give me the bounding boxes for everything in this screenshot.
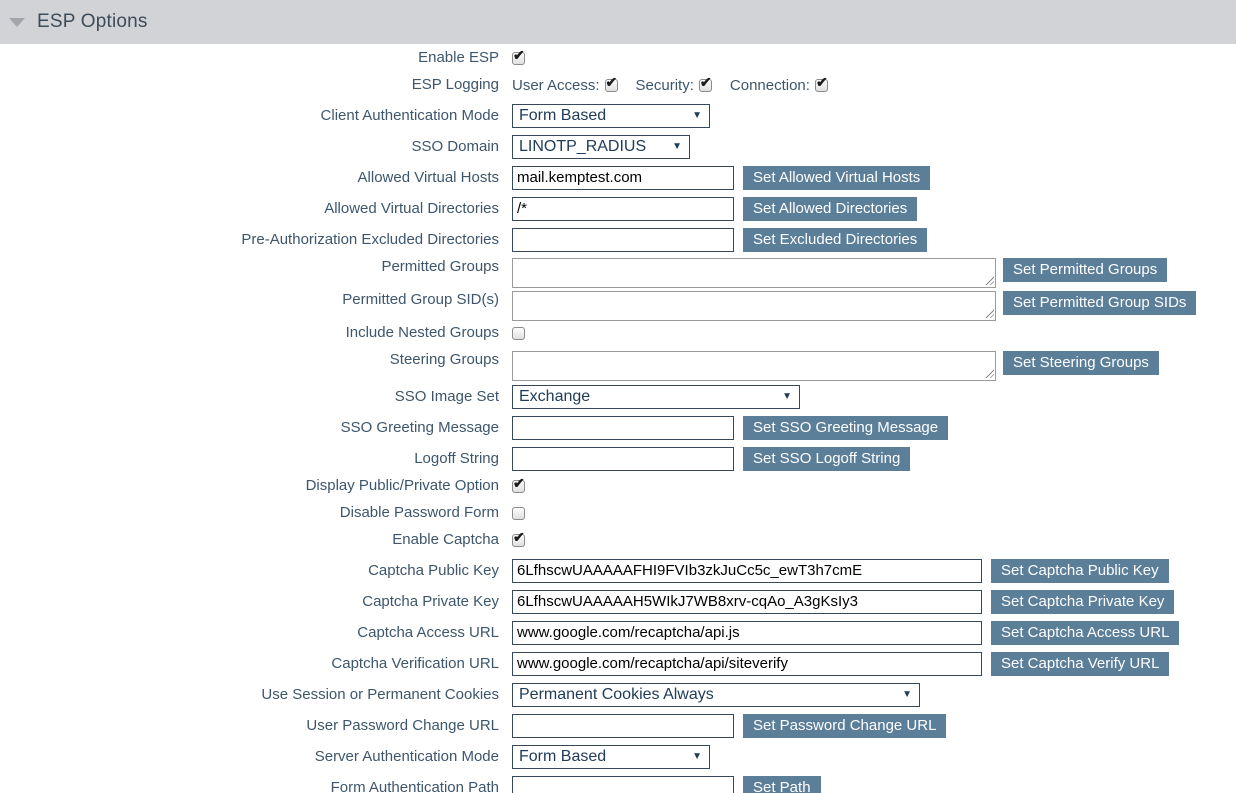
cookies-mode-select[interactable] (512, 683, 920, 707)
row-permitted-group-sids (0, 291, 1236, 321)
field-label: Include Nested Groups (345, 324, 499, 341)
field-label: Client Authentication Mode (320, 106, 499, 124)
field-label: Allowed Virtual Directories (324, 199, 499, 217)
row-esp-logging (0, 76, 1236, 94)
security-label: Security: (635, 76, 694, 94)
select-value: LINOTP_RADIUS (519, 137, 647, 155)
row-allowed-virtual-directories (0, 196, 1236, 221)
field-label: Captcha Private Key (362, 592, 499, 610)
enable-esp-checkbox[interactable] (512, 52, 525, 65)
field-label: Steering Groups (389, 351, 499, 368)
set-allowed-directories-button[interactable]: Set Allowed Directories (743, 197, 917, 221)
captcha-verification-url-input[interactable] (512, 652, 982, 676)
field-label: Captcha Public Key (368, 561, 499, 579)
set-permitted-group-sids-button[interactable]: Set Permitted Group SIDs (1003, 291, 1196, 315)
captcha-private-key-input[interactable] (512, 590, 982, 614)
select-value: Permanent Cookies Always (519, 685, 714, 703)
field-label: Pre-Authorization Excluded Directories (241, 230, 499, 248)
connection-label: Connection: (729, 76, 810, 94)
connection-checkbox[interactable] (815, 79, 828, 92)
field-label: Form Authentication Path (330, 778, 499, 793)
allowed-virtual-directories-input[interactable] (512, 197, 734, 221)
set-captcha-access-url-button[interactable]: Set Captcha Access URL (991, 621, 1179, 645)
row-sso-domain (0, 134, 1236, 159)
row-captcha-private-key (0, 589, 1236, 614)
row-user-password-change-url (0, 713, 1236, 738)
chevron-down-icon: ▼ (782, 391, 792, 402)
excluded-directories-input[interactable] (512, 228, 734, 252)
esp-options-section-header[interactable] (0, 0, 1236, 44)
chevron-down-icon: ▼ (692, 110, 702, 121)
field-label: Permitted Groups (381, 258, 499, 275)
chevron-down-icon: ▼ (902, 689, 912, 700)
row-include-nested-groups (0, 324, 1236, 342)
select-value: Exchange (519, 387, 591, 405)
field-label: Permitted Group SID(s) (342, 291, 499, 308)
row-preauth-excluded-directories (0, 227, 1236, 252)
field-label: Enable ESP (418, 49, 499, 66)
field-label: SSO Image Set (394, 387, 499, 405)
include-nested-groups-checkbox[interactable] (512, 327, 525, 340)
field-label: SSO Greeting Message (340, 418, 499, 436)
collapse-triangle-icon[interactable] (9, 18, 25, 27)
set-password-change-url-button[interactable]: Set Password Change URL (743, 714, 946, 738)
field-label: User Password Change URL (306, 716, 499, 734)
disable-password-form-checkbox[interactable] (512, 507, 525, 520)
user-access-checkbox[interactable] (605, 79, 618, 92)
field-label: SSO Domain (411, 137, 499, 155)
logoff-string-input[interactable] (512, 447, 734, 471)
row-display-public-private (0, 477, 1236, 495)
set-captcha-verify-url-button[interactable]: Set Captcha Verify URL (991, 652, 1169, 676)
row-permitted-groups (0, 258, 1236, 288)
set-path-button[interactable]: Set Path (743, 776, 821, 793)
field-label: Server Authentication Mode (314, 747, 499, 765)
allowed-virtual-hosts-input[interactable] (512, 166, 734, 190)
form-auth-path-input[interactable] (512, 776, 734, 793)
permitted-group-sids-textarea[interactable] (512, 291, 996, 321)
server-auth-mode-select[interactable] (512, 745, 710, 769)
security-checkbox[interactable] (699, 79, 712, 92)
set-allowed-virtual-hosts-button[interactable]: Set Allowed Virtual Hosts (743, 166, 930, 190)
field-label: ESP Logging (411, 76, 499, 93)
row-sso-greeting-message (0, 415, 1236, 440)
row-server-auth-mode (0, 744, 1236, 769)
row-logoff-string (0, 446, 1236, 471)
esp-options-form (0, 44, 1236, 793)
enable-captcha-checkbox[interactable] (512, 534, 525, 547)
row-form-auth-path (0, 775, 1236, 793)
field-label: Display Public/Private Option (305, 477, 499, 494)
field-label: Captcha Verification URL (331, 654, 499, 672)
sso-domain-select[interactable] (512, 135, 690, 159)
captcha-public-key-input[interactable] (512, 559, 982, 583)
field-label: Use Session or Permanent Cookies (261, 685, 499, 703)
set-captcha-private-key-button[interactable]: Set Captcha Private Key (991, 590, 1174, 614)
display-public-private-checkbox[interactable] (512, 480, 525, 493)
row-enable-esp (0, 49, 1236, 67)
user-password-change-url-input[interactable] (512, 714, 734, 738)
field-label: Captcha Access URL (357, 623, 499, 641)
set-captcha-public-key-button[interactable]: Set Captcha Public Key (991, 559, 1169, 583)
row-steering-groups (0, 351, 1236, 381)
chevron-down-icon: ▼ (672, 141, 682, 152)
row-captcha-access-url (0, 620, 1236, 645)
row-allowed-virtual-hosts (0, 165, 1236, 190)
field-label: Enable Captcha (392, 531, 499, 548)
set-excluded-directories-button[interactable]: Set Excluded Directories (743, 228, 927, 252)
row-disable-password-form (0, 504, 1236, 522)
row-enable-captcha (0, 531, 1236, 549)
user-access-label: User Access: (512, 76, 600, 94)
field-label: Logoff String (414, 449, 499, 467)
field-label: Disable Password Form (339, 504, 499, 521)
set-sso-greeting-message-button[interactable]: Set SSO Greeting Message (743, 416, 948, 440)
sso-greeting-message-input[interactable] (512, 416, 734, 440)
row-sso-image-set (0, 384, 1236, 409)
section-title: ESP Options (37, 11, 148, 32)
set-steering-groups-button[interactable]: Set Steering Groups (1003, 351, 1159, 375)
select-value: Form Based (519, 747, 607, 765)
client-auth-mode-select[interactable] (512, 104, 710, 128)
select-value: Form Based (519, 106, 607, 124)
row-session-permanent-cookies (0, 682, 1236, 707)
field-label: Allowed Virtual Hosts (357, 168, 499, 186)
steering-groups-textarea[interactable] (512, 351, 996, 381)
set-permitted-groups-button[interactable]: Set Permitted Groups (1003, 258, 1167, 282)
captcha-access-url-input[interactable] (512, 621, 982, 645)
chevron-down-icon: ▼ (692, 751, 702, 762)
row-client-auth-mode (0, 103, 1236, 128)
sso-image-set-select[interactable] (512, 385, 800, 409)
set-sso-logoff-string-button[interactable]: Set SSO Logoff String (743, 447, 910, 471)
row-captcha-public-key (0, 558, 1236, 583)
row-captcha-verification-url (0, 651, 1236, 676)
permitted-groups-textarea[interactable] (512, 258, 996, 288)
